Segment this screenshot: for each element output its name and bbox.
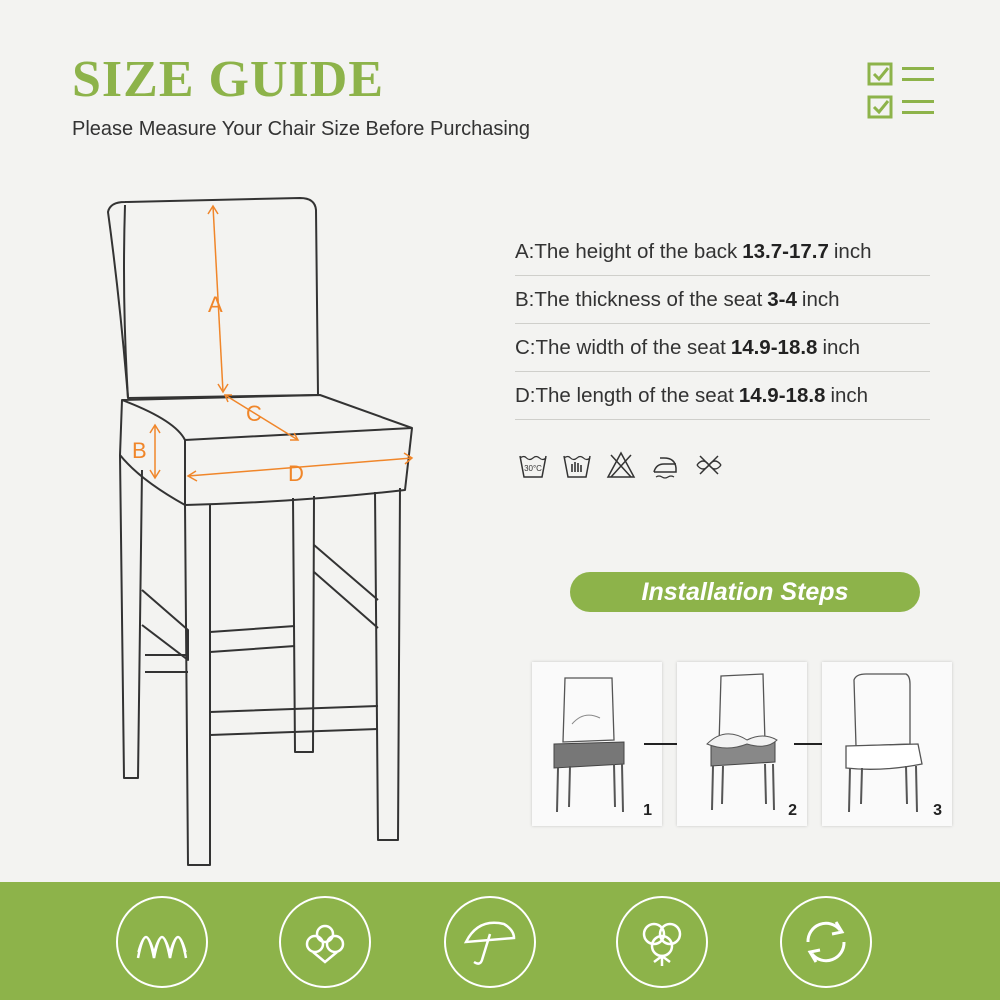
measure-d-label: D: [288, 461, 304, 486]
step-number: 3: [933, 802, 942, 819]
chair-leg: [293, 496, 314, 752]
spec-unit: inch: [830, 383, 869, 407]
chair-rung: [145, 655, 188, 672]
low-iron-icon: [650, 450, 680, 480]
spec-row-a: [515, 228, 930, 276]
spec-value: 14.9-18.8: [730, 335, 818, 359]
hand-wash-icon: [562, 450, 592, 480]
no-bleach-icon: [606, 450, 636, 480]
chair-size-diagram: [90, 180, 440, 880]
chair-seat: [120, 395, 412, 505]
spec-row-b: [515, 276, 930, 324]
waterproof-umbrella-icon: [444, 896, 536, 988]
no-tumble-dry-icon: [694, 450, 724, 480]
installation-steps-banner: Installation Steps: [570, 572, 920, 612]
installation-step-3: [822, 662, 952, 826]
eco-friendly-icon: [616, 896, 708, 988]
page-subtitle: Please Measure Your Chair Size Before Purchasing: [72, 118, 531, 140]
spec-value: 13.7-17.7: [742, 239, 829, 263]
chair-rung: [142, 590, 188, 660]
spec-label: A:The height of the back: [515, 239, 738, 263]
cotton-icon: [279, 896, 371, 988]
checklist-icon: [866, 60, 936, 124]
step-number: 2: [788, 802, 797, 819]
chair-rung: [314, 545, 378, 628]
spec-label: C:The width of the seat: [515, 335, 726, 359]
spec-list: [515, 228, 930, 420]
step-number: 1: [643, 802, 652, 819]
chair-leg: [185, 505, 210, 865]
feature-bar: [0, 882, 1000, 1000]
spec-value: 14.9-18.8: [738, 383, 826, 407]
reusable-icon: [780, 896, 872, 988]
spec-value: 3-4: [767, 287, 797, 311]
spec-row-d: [515, 372, 930, 420]
hand-wash-30-icon: [518, 450, 548, 480]
care-instructions: [518, 450, 724, 480]
elastic-stretch-icon: [116, 896, 208, 988]
chair-rung: [210, 626, 295, 652]
spec-label: B:The thickness of the seat: [515, 287, 763, 311]
spec-unit: inch: [822, 335, 861, 359]
page-title: SIZE GUIDE: [72, 51, 384, 108]
measure-c-label: C: [246, 401, 262, 426]
spec-unit: inch: [801, 287, 840, 311]
chair-leg: [120, 455, 142, 778]
spec-label: D:The length of the seat: [515, 383, 734, 407]
measure-a-label: A: [208, 292, 223, 317]
spec-row-c: [515, 324, 930, 372]
wash-temp-label: 30°C: [524, 464, 542, 473]
measure-b-label: B: [132, 438, 147, 463]
spec-unit: inch: [833, 239, 872, 263]
chair-leg: [375, 488, 400, 840]
installation-step-1: [532, 662, 662, 826]
installation-step-2: [677, 662, 807, 826]
